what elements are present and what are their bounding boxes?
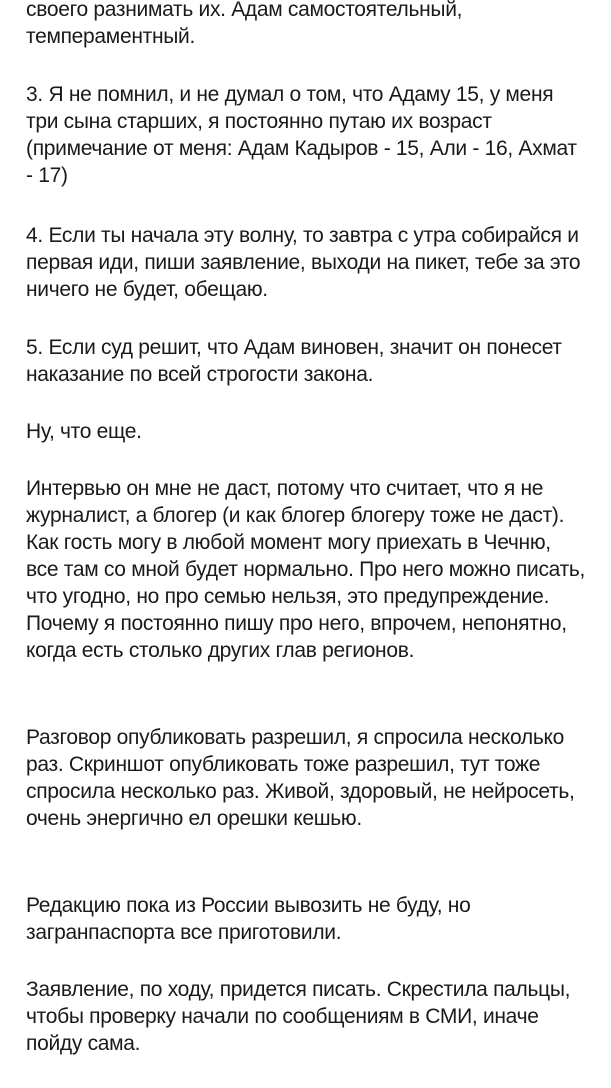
message-paragraph: Интервью он мне не даст, потому что считает, что я не журналист, а блогер (и как блогер блогеру тоже не даст). Как гость могу в любой момент могу приехать в Чечню, все там со мной будет нормально. Про него можно писать, что угодно, но про семью нельзя, это предупреждение. Почему я постоянно пишу про него, впрочем, непонятно, когда есть столько других глав регионов. (26, 477, 586, 662)
message-paragraph: Редакцию пока из России вывозить не буду, но загранпаспорта все приготовили. (26, 894, 471, 944)
message-paragraph: Ну, что еще. (26, 420, 142, 443)
message-paragraph: своего разнимать их. Адам самостоятельный, темпераментный. (26, 0, 463, 48)
message-paragraph: 5. Если суд решит, что Адам виновен, значит он понесет наказание по всей строгости закона. (26, 336, 562, 386)
message-paragraph: Разговор опубликовать разрешил, я спросила несколько раз. Скриншот опубликовать тоже разрешил, тут тоже спросила несколько раз. Живой, здоровый, не нейросеть, очень энергично ел орешки кешью. (26, 726, 575, 830)
message-paragraph: Заявление, по ходу, придется писать. Скрестила пальцы, чтобы проверку начали по сообщениям в СМИ, иначе пойду сама. (26, 978, 571, 1055)
message-paragraph: 3. Я не помнил, и не думал о том, что Адаму 15, у меня три сына старших, я постоянно путаю их возраст (примечание от меня: Адам Кадыров - 15, Али - 16, Ахмат - 17) (26, 83, 577, 187)
message-paragraph: 4. Если ты начала эту волну, то завтра с утра собирайся и первая иди, пиши заявление, выходи на пикет, тебе за это ничего не будет, обещаю. (26, 224, 581, 301)
